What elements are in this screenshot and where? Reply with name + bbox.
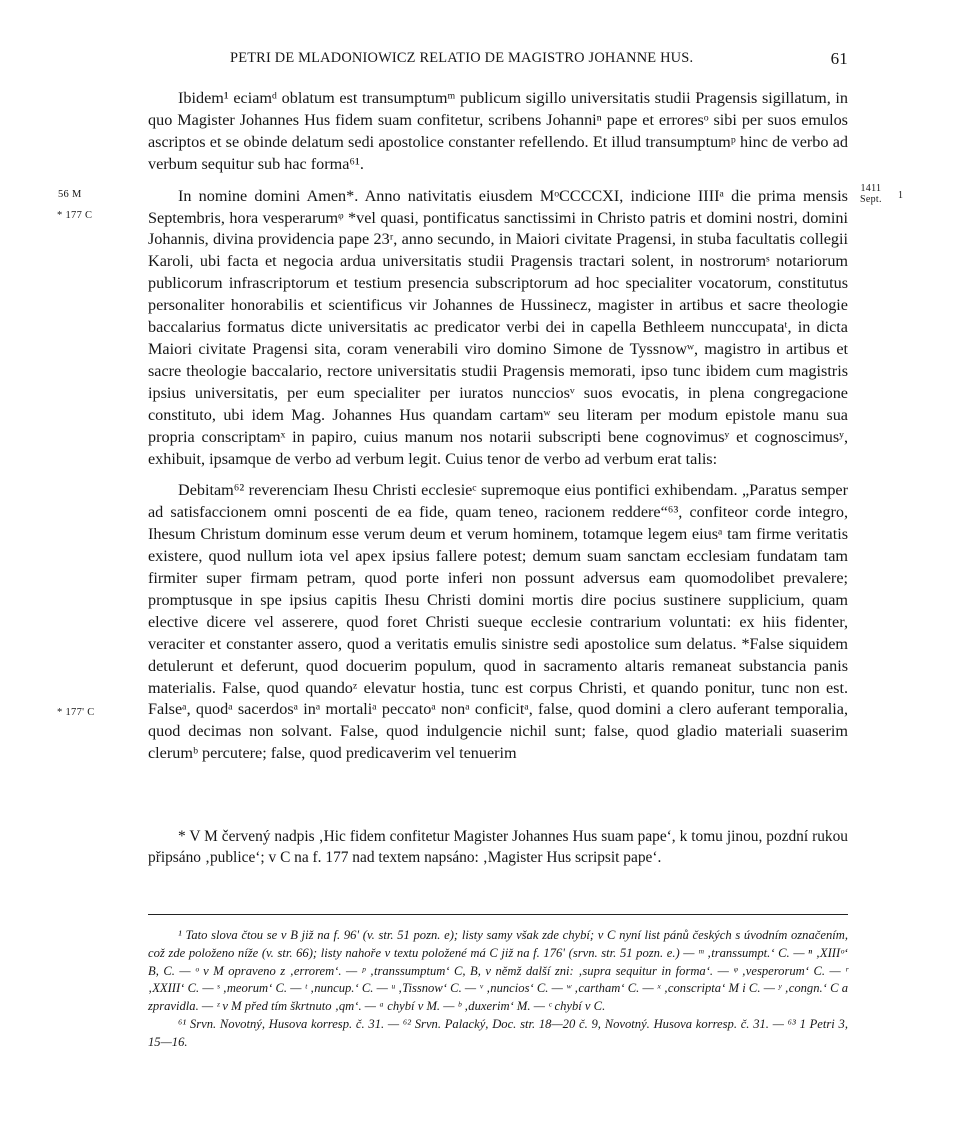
footnote-sources: ⁶¹ Srvn. Novotný, Husova korresp. č. 31. — ⁶² Srvn. Palacký, Doc. str. 18—20 č. 9, Novotný. Husova korresp. č. 31. — ⁶³ 1 Petri 3, 15—16.	[148, 1016, 848, 1049]
note-star: * V M červený nadpis ‚Hic fidem confitetur Magister Johannes Hus suam pape‘, k tomu jinou, pozdní rukou připsáno ‚publice‘; v C na f. 177 nad textem napsáno: ‚Magister Hus scripsit pape‘.	[148, 828, 848, 866]
margin-date	[860, 183, 904, 205]
footnotes	[148, 927, 848, 1052]
footnote-divider	[148, 914, 848, 915]
margin-year: 1411	[860, 183, 882, 194]
margin-ref-56m: 56 M	[58, 189, 82, 200]
margin-ref-177tc: * 177' C	[57, 707, 95, 718]
paragraph-ibidem: Ibidem¹ eciamᵈ oblatum est transumptumᵐ publicum sigillo universitatis studii Pragensis sigillatum, in quo Magister Johannes Hus fidem suam confitetur, scribens Johanniⁿ pape et erroresᵒ sibi per suos emulos ascriptos et se obinde delatum sedi apostolice constanter refellendo. Et illud transumptumᵖ hinc de verbo ad verbum sequitur sub hac forma⁶¹.	[148, 89, 848, 173]
running-title: PETRI DE MLADONIOWICZ RELATIO DE MAGISTRO JOHANNE HUS.	[230, 50, 694, 66]
footnote-apparatus: ¹ Tato slova čtou se v B již na f. 96' (v. str. 51 pozn. e); listy samy však zde chybí; v C nyní list pánů českých s úvodním označením, což zde položeno níže (v. str. 66); listy nahoře v textu položené má C již na f. 176' (srvn. str. 51 pozn. e.) — ᵐ ‚transsumpt.‘ C. — ⁿ ‚XIIIᵒ‘ B, C. — ᵒ v M opraveno z ‚errorem‘. — ᵖ ‚transsumptum‘ C, B, v němž další zni: ‚supra sequitur in forma‘. — ᵠ ‚vesperorum‘ C. — ʳ ‚XXIII‘ C. — ˢ ‚meorum‘ C. — ᵗ ‚nuncup.‘ C. — ᵘ ‚Tissnow‘ C. — ᵛ ‚nuncios‘ C. — ʷ ‚cartham‘ C. — ˣ ‚conscripta‘ M i C. — ʸ ‚congn.‘ C a zpravidla. — ᶻ v M před tím škrtnuto ‚qm‘. — ᵃ chybí v M. — ᵇ ‚duxerim‘ M. — ᶜ chybí v C.	[148, 928, 848, 1014]
paragraph-debitam: Debitam⁶² reverenciam Ihesu Christi ecclesieᶜ supremoque eius pontifici exhibendam. „Paratus semper ad satisfaccionem omni poscenti de ea fide, quam teneo, racionem reddere“⁶³, confiteor corde integro, Ihesum Christum dominum esse verum deum et verum hominem, totamque legem eiusᵃ tam firme veritatis existere, quod nullum iota vel apex ipsius fallere potest; demum suam sanctam ecclesiam fundatam tam firmiter super firmam petram, quod porte inferi non possunt adversus eam quomodolibet prevalere; promptusque in spe ipsius capitis Ihesu Christi domini mortis dire pocius sustinere supplicium, quam elective dicere vel asserere, quod foret Christi sueque ecclesie contrarium voluntati: ex hiis fidenter, veraciter et constanter assero, quod a veritatis emulis sinistre sedi apostolice sum delatus. *False siquidem detulerunt et deferunt, quod docuerim populum, quod in sacramento altaris remaneat substancia panis materialis. False, quod quandoᶻ elevatur hostia, tunc est corpus Christi, et quando ponitur, tunc non est. Falseᵃ, quodᵃ sacerdosᵃ inᵃ mortaliᵃ peccatoᵃ nonᵃ conficitᵃ, false, quod domini a clero auferant temporalia, quod decimas non solvant. False, quod indulgencie nichil sunt; false, quod gladio materiali suaserim clerumᵇ percutere; false, quod predicaverim vel tenuerim	[148, 481, 848, 763]
margin-day: 1	[898, 190, 904, 201]
page-number: 61	[830, 49, 848, 68]
main-text	[148, 88, 848, 765]
running-header	[182, 50, 848, 67]
margin-ref-177c: * 177 C	[57, 210, 93, 221]
margin-month: Sept.	[860, 194, 882, 205]
paragraph-in-nomine: In nomine domini Amen*. Anno nativitatis eiusdem MᵒCCCCXI, indicione IIIIᵃ die prima mensis Septembris, hora vesperarumᵠ *vel quasi, pontificatus sanctissimi in Christo patris et domini nostri, domini Johannis, divina providencia pape 23ʳ, anno secundo, in Maiori civitate Pragensi, in stuba facultatis collegii Karoli, ubi facta et negocia ardua universitatis studii Pragensis tractari solent, in nostrorumˢ notariorum publicorum infrascriptorum et testium presencia subscriptorum ad hoc specialiter vocatorum, constitutus personaliter honorabilis et scientificus vir Johannes de Hussinecz, magister in artibus et sacre theologie baccalarius formatus dicte universitatis ac predicator verbi dei in capella Bethleem nunccupataᵗ, in dicta Maiori civitate Pragensi sita, coram venerabili viro domino Simone de Tyssnowʷ, magistro in artibus et sacre theologie baccalario, rectore universitatis studii Pragensis memorati, ipso tunc ibidem cum magistris ipsius universitatis, per eum specialiter per iuratos nuncciosᵛ suos evocatis, in plena congregacione constituto, ubi idem Mag. Johannes Hus quandam cartamʷ seu literam per modum epistole manu sua propria conscriptamˣ in papiro, cuius manum nos notarii subscripti bene cognovimusʸ et cognoscimusʸ, exhibuit, ipsamque de verbo ad verbum legit. Cuius tenor de verbo ad verbum erat talis:	[148, 186, 848, 468]
editorial-note	[148, 826, 848, 868]
